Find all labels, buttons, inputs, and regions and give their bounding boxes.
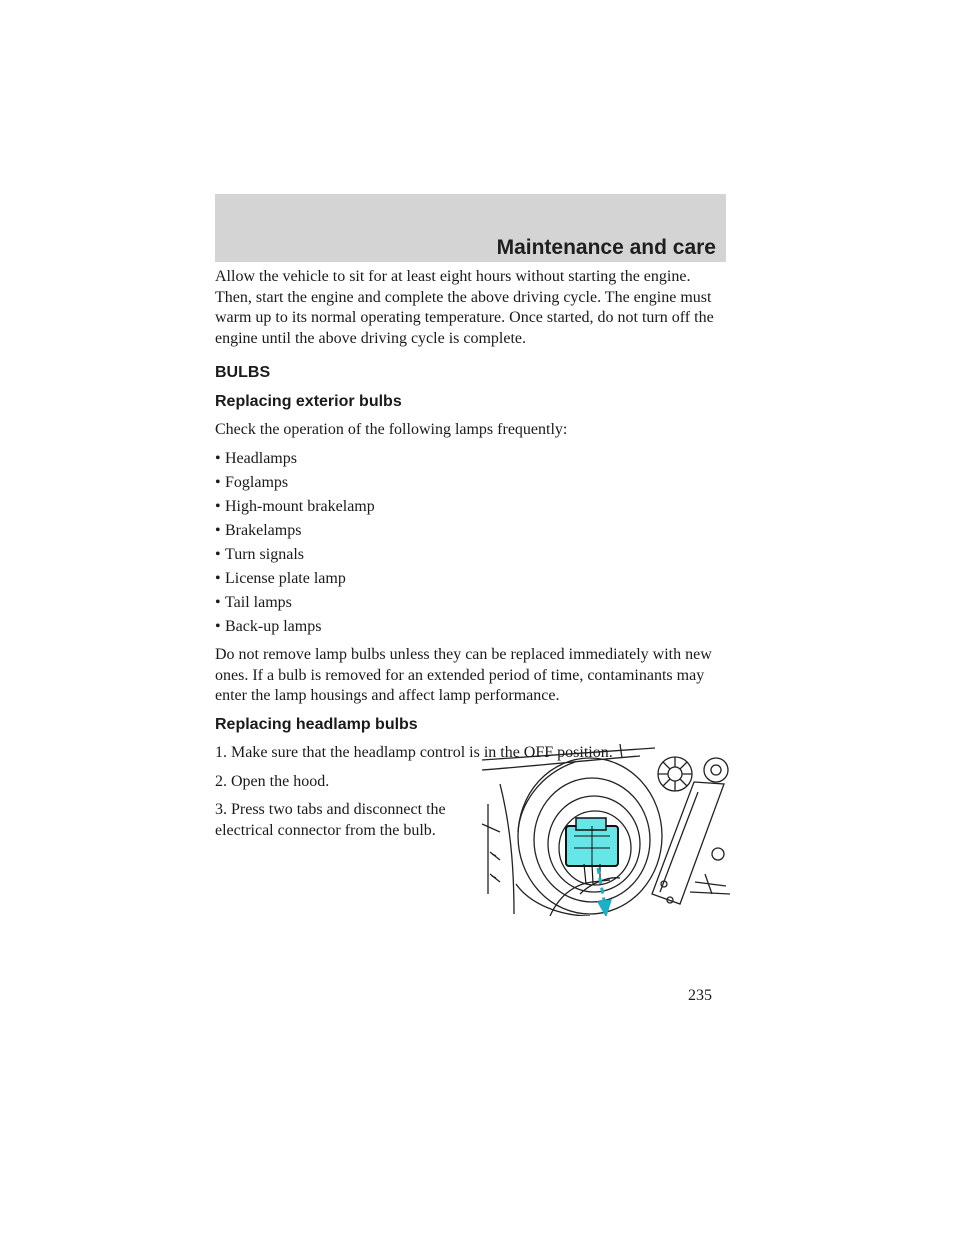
list-item: • Back-up lamps bbox=[215, 617, 730, 638]
exterior-heading: Replacing exterior bulbs bbox=[215, 392, 402, 410]
headlamp-connector-illustration bbox=[480, 744, 730, 916]
list-item: • Turn signals bbox=[215, 545, 730, 566]
lamp-list bbox=[215, 449, 730, 638]
step-2: 2. Open the hood. bbox=[215, 772, 330, 790]
list-item: • Foglamps bbox=[215, 473, 730, 494]
section-title: Maintenance and care bbox=[496, 236, 716, 259]
lamp-warning-paragraph: Do not remove lamp bulbs unless they can be replaced immediately with new ones. If a bulb is removed for an extended period of time, contaminants may enter the lamp housings and affect lamp performance. bbox=[215, 646, 712, 704]
list-item: • High-mount brakelamp bbox=[215, 497, 730, 518]
list-item: • Tail lamps bbox=[215, 593, 730, 614]
bulbs-heading: BULBS bbox=[215, 364, 271, 381]
page-number: 235 bbox=[688, 987, 712, 1004]
step-1: 1. Make sure that the headlamp control is in the OFF position. bbox=[215, 744, 613, 761]
list-item: • Brakelamps bbox=[215, 521, 730, 542]
header-band bbox=[215, 194, 726, 262]
intro-paragraph: Allow the vehicle to sit for at least eight hours without starting the engine. Then, start the engine and complete the above driving cycle. The engine must warm up to its normal operating temperature. Once started, do not turn off the engine until the above driving cycle is complete. bbox=[215, 268, 714, 347]
exterior-intro: Check the operation of the following lamps frequently: bbox=[215, 421, 568, 438]
headlamp-heading: Replacing headlamp bulbs bbox=[215, 715, 418, 733]
list-item: • License plate lamp bbox=[215, 569, 730, 590]
list-item: • Headlamps bbox=[215, 449, 730, 470]
step-3: 3. Press two tabs and disconnect the electrical connector from the bulb. bbox=[215, 801, 446, 839]
